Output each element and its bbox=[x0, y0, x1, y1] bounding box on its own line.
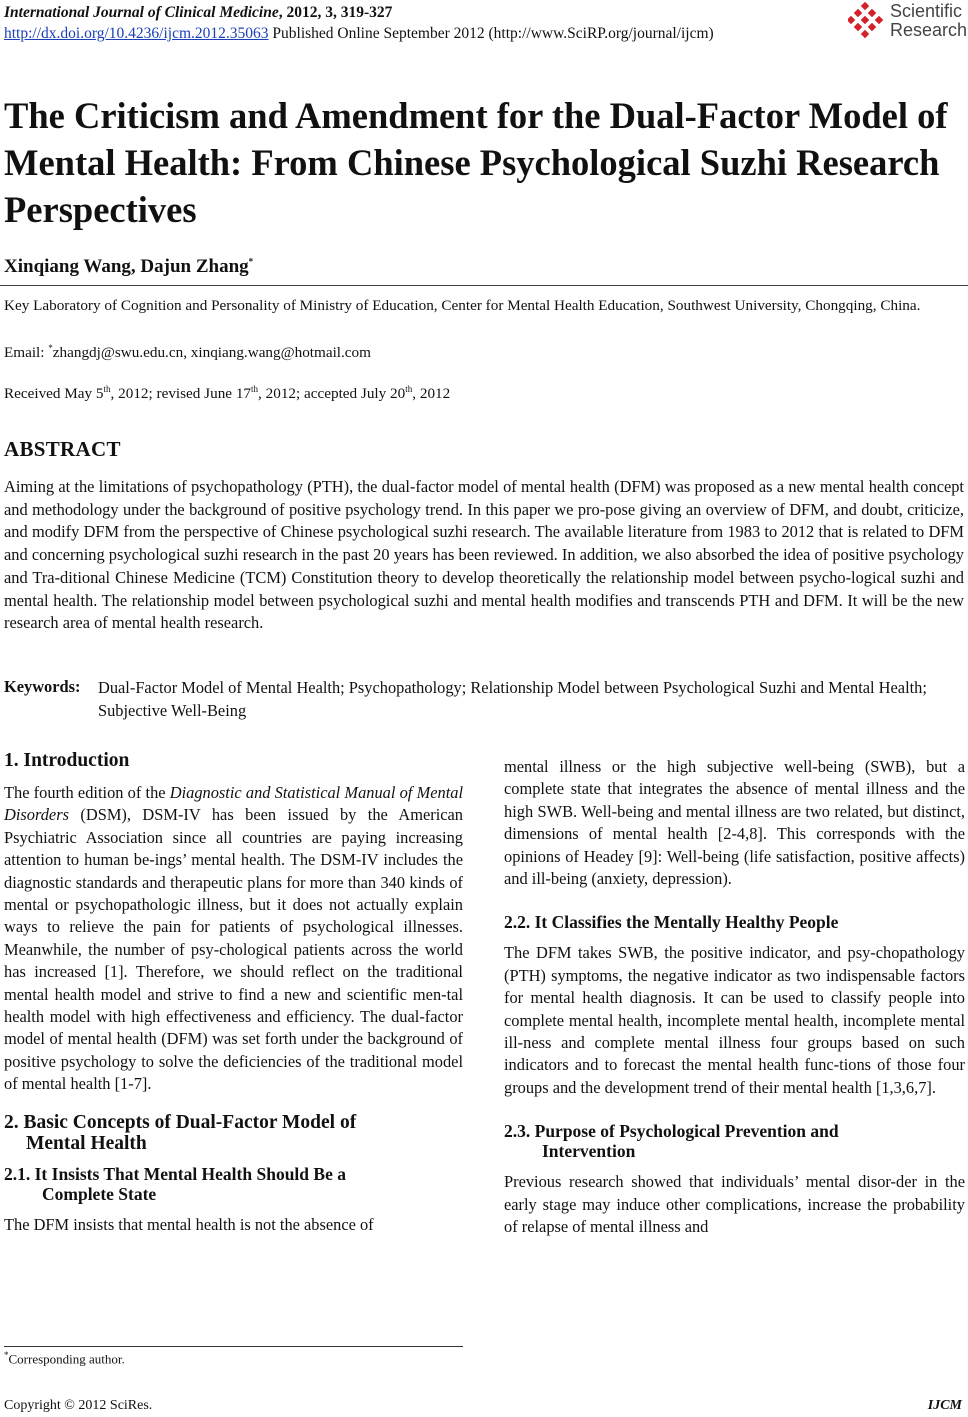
section-2-3-heading-line-2: Intervention bbox=[542, 1141, 636, 1162]
continued-paragraph: mental illness or the high subjective well-being (SWB), but a complete state that integrates the absence of mental illness and the high SWB. Well-being and mental illness are two related, but distinct, dimensions of mental health [2-4,8]. This corresponds with the opinions of Headey [9]: Well-being (life satisfaction, positive affects) and ill-being (anxiety, depression). bbox=[504, 757, 965, 889]
received-part: , 2012 bbox=[412, 385, 451, 403]
section-2-heading-line-1: 2. Basic Concepts of Dual-Factor Model of bbox=[4, 1111, 357, 1133]
authors-line bbox=[4, 256, 253, 278]
keywords-text: Dual-Factor Model of Mental Health; Psychopathology; Relationship Model between Psychological Suzhi and Mental Health; Subjective Well-Being bbox=[98, 678, 927, 720]
footnote bbox=[4, 1350, 125, 1367]
received-part: , 2012; accepted July 20 bbox=[258, 385, 406, 403]
footnote-rule bbox=[4, 1346, 463, 1347]
received-sup: th bbox=[251, 384, 259, 394]
email-mark: * bbox=[48, 343, 53, 353]
received-sup: th bbox=[405, 384, 413, 394]
section-2-1-heading bbox=[4, 1164, 463, 1204]
intro-text-italic: Diagnostic and Statistical Manual of Mental Disorders bbox=[4, 783, 463, 825]
logo-line-1: Scientific bbox=[890, 1, 963, 21]
journal-header bbox=[4, 2, 834, 44]
email-line bbox=[4, 339, 371, 363]
abstract-text: Aiming at the limitations of psychopathology (PTH), the dual-factor model of mental health (DFM) was proposed as a new mental health concept and methodology under the background of positive psychology trend. In this paper we pro-pose giving an overview of DFM, and doubt, criticize, and modify DFM from the perspective of Chinese psychological suzhi research. The available literature from 1983 to 2012 that is related to DFM and concerning psychological suzhi research in the past 20 years has been reviewed. In addition, we also absorbed the idea of positive psychology and Tra-ditional Chinese Medicine (TCM) Constitution theory to develop theoretically the relationship model between psycho-logical suzhi and mental health. The relationship model between psychological suzhi and mental health modifies and transcends PTH and DFM. It will be the new research area of mental health research. bbox=[4, 477, 964, 633]
intro-heading: 1. Introduction bbox=[4, 750, 130, 771]
section-2-3-heading bbox=[504, 1121, 965, 1161]
section-2-2-heading: 2.2. It Classifies the Mentally Healthy People bbox=[504, 912, 839, 933]
intro-text-rest: (DSM), DSM-IV has been issued by the American Psychiatric Association since all countries are paying increasing attention to human be-ings’ mental health. The DSM-IV includes the diagnostic standards and therapeutic plans for more than 340 kinds of mental or psychopathologic illness, but it does not actually explain ways to relieve the pain for patients of psychological illnesses. Meanwhile, the number of psy-chological patients across the world has increased [1]. Therefore, we should reflect on the traditional mental health model and strive to find a new and scientific men-tal health model with high effectiveness and efficiency. The dual-factor model of mental health (DFM) was set forth under the background of positive psychology to solve the deficiencies of the traditional model of mental health [1-7]. bbox=[4, 805, 463, 1094]
copyright: Copyright © 2012 SciRes. bbox=[4, 1398, 153, 1413]
authors: Xinqiang Wang, Dajun Zhang bbox=[4, 256, 249, 277]
email-label: Email: bbox=[4, 344, 49, 362]
section-2-heading bbox=[4, 1112, 463, 1154]
keywords-label: Keywords: bbox=[4, 677, 81, 696]
paper-title: The Criticism and Amendment for the Dual-Factor Model of Mental Health: From Chinese Psychological Suzhi Research Perspectives bbox=[4, 95, 948, 230]
doi-link[interactable]: http://dx.doi.org/10.4236/ijcm.2012.35063 bbox=[4, 25, 269, 42]
journal-citation bbox=[4, 2, 834, 23]
received-sup: th bbox=[103, 384, 111, 394]
journal-name: International Journal of Clinical Medicine bbox=[4, 4, 279, 21]
publisher-logo-mark-icon bbox=[848, 2, 888, 42]
section-2-3-heading-line-1: 2.3. Purpose of Psychological Prevention and bbox=[504, 1121, 839, 1142]
received-dates bbox=[4, 380, 450, 404]
publisher-logo-text bbox=[890, 2, 967, 40]
section-2-1-heading-line-2: Complete State bbox=[42, 1183, 157, 1204]
header-rule bbox=[0, 285, 968, 286]
author-mark: * bbox=[248, 256, 254, 267]
footnote-mark: * bbox=[4, 1350, 9, 1360]
section-2-3-paragraph: Previous research showed that individuals’ mental disor-der in the early stage may induce other complications, increase the probability of relapse of mental illness and bbox=[504, 1172, 965, 1237]
footnote-text: Corresponding author. bbox=[8, 1351, 125, 1367]
intro-text-start: The fourth edition of the bbox=[4, 783, 170, 802]
section-2-1-paragraph: The DFM insists that mental health is not the absence of bbox=[4, 1214, 374, 1234]
left-column bbox=[4, 748, 463, 1236]
published-info: Published Online September 2012 (http://www.SciRP.org/journal/ijcm) bbox=[268, 25, 714, 42]
affiliation: Key Laboratory of Cognition and Personality of Ministry of Education, Center for Mental Health Education, Southwest University, Chongqing, China. bbox=[4, 297, 921, 314]
right-column bbox=[504, 756, 965, 1239]
section-2-heading-line-2: Mental Health bbox=[26, 1132, 147, 1154]
received-part: , 2012; revised June 17 bbox=[110, 385, 252, 403]
intro-paragraph bbox=[4, 782, 463, 1096]
received-part: Received May 5 bbox=[4, 385, 104, 403]
journal-volume-info: , 2012, 3, 319-327 bbox=[278, 4, 393, 21]
publisher-logo bbox=[848, 2, 966, 42]
email-addresses: zhangdj@swu.edu.cn, xinqiang.wang@hotmail.com bbox=[52, 344, 371, 362]
logo-line-2: Research bbox=[890, 20, 968, 40]
section-2-1-heading-line-1: 2.1. It Insists That Mental Health Should Be a bbox=[4, 1163, 346, 1184]
abstract-heading: ABSTRACT bbox=[4, 437, 121, 461]
doi-line bbox=[4, 23, 834, 44]
journal-abbreviation: IJCM bbox=[927, 1398, 962, 1413]
section-2-2-paragraph: The DFM takes SWB, the positive indicator, and psy-chopathology (PTH) symptoms, the negative indicator as two indispensable factors for mental health diagnosis. It can be used to classify people into complete mental health, incomplete mental health, incomplete mental ill-ness and complete mental illness four groups based on such indicators and to forecast the mental health func-tions of those four groups and the development trend of their mental health [1,3,6,7]. bbox=[504, 943, 965, 1097]
